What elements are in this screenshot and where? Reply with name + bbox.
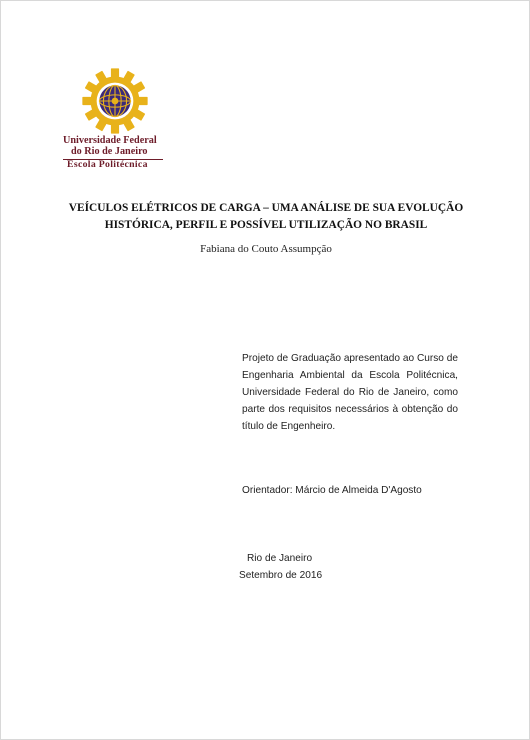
title-line-2: HISTÓRICA, PERFIL E POSSÍVEL UTILIZAÇÃO NO BRASIL (104, 219, 428, 231)
university-logo (63, 67, 173, 177)
advisor-line: Orientador: Márcio de Almeida D'Agosto (242, 485, 422, 496)
document-title (41, 200, 491, 234)
author-name: Fabiana do Couto Assumpção (200, 243, 332, 255)
ufrj-emblem-icon (81, 67, 149, 135)
date-line: Setembro de 2016 (239, 570, 323, 581)
logo-line-school: Escola Politécnica (63, 159, 163, 171)
logo-line-university: Universidade Federal (63, 135, 157, 146)
title-line-1: VEÍCULOS ELÉTRICOS DE CARGA – UMA ANÁLISE DE SUA EVOLUÇÃO (68, 202, 464, 214)
logo-wordmark (63, 136, 173, 171)
logo-line-city: do Rio de Janeiro (71, 145, 148, 157)
project-description: Projeto de Graduação apresentado ao Curso de Engenharia Ambiental da Escola Politécnica, Universidade Federal do Rio de Janeiro, como parte dos requisitos necessários à obtenção do título de Engenheiro. (242, 353, 458, 432)
place-line: Rio de Janeiro (247, 553, 313, 564)
